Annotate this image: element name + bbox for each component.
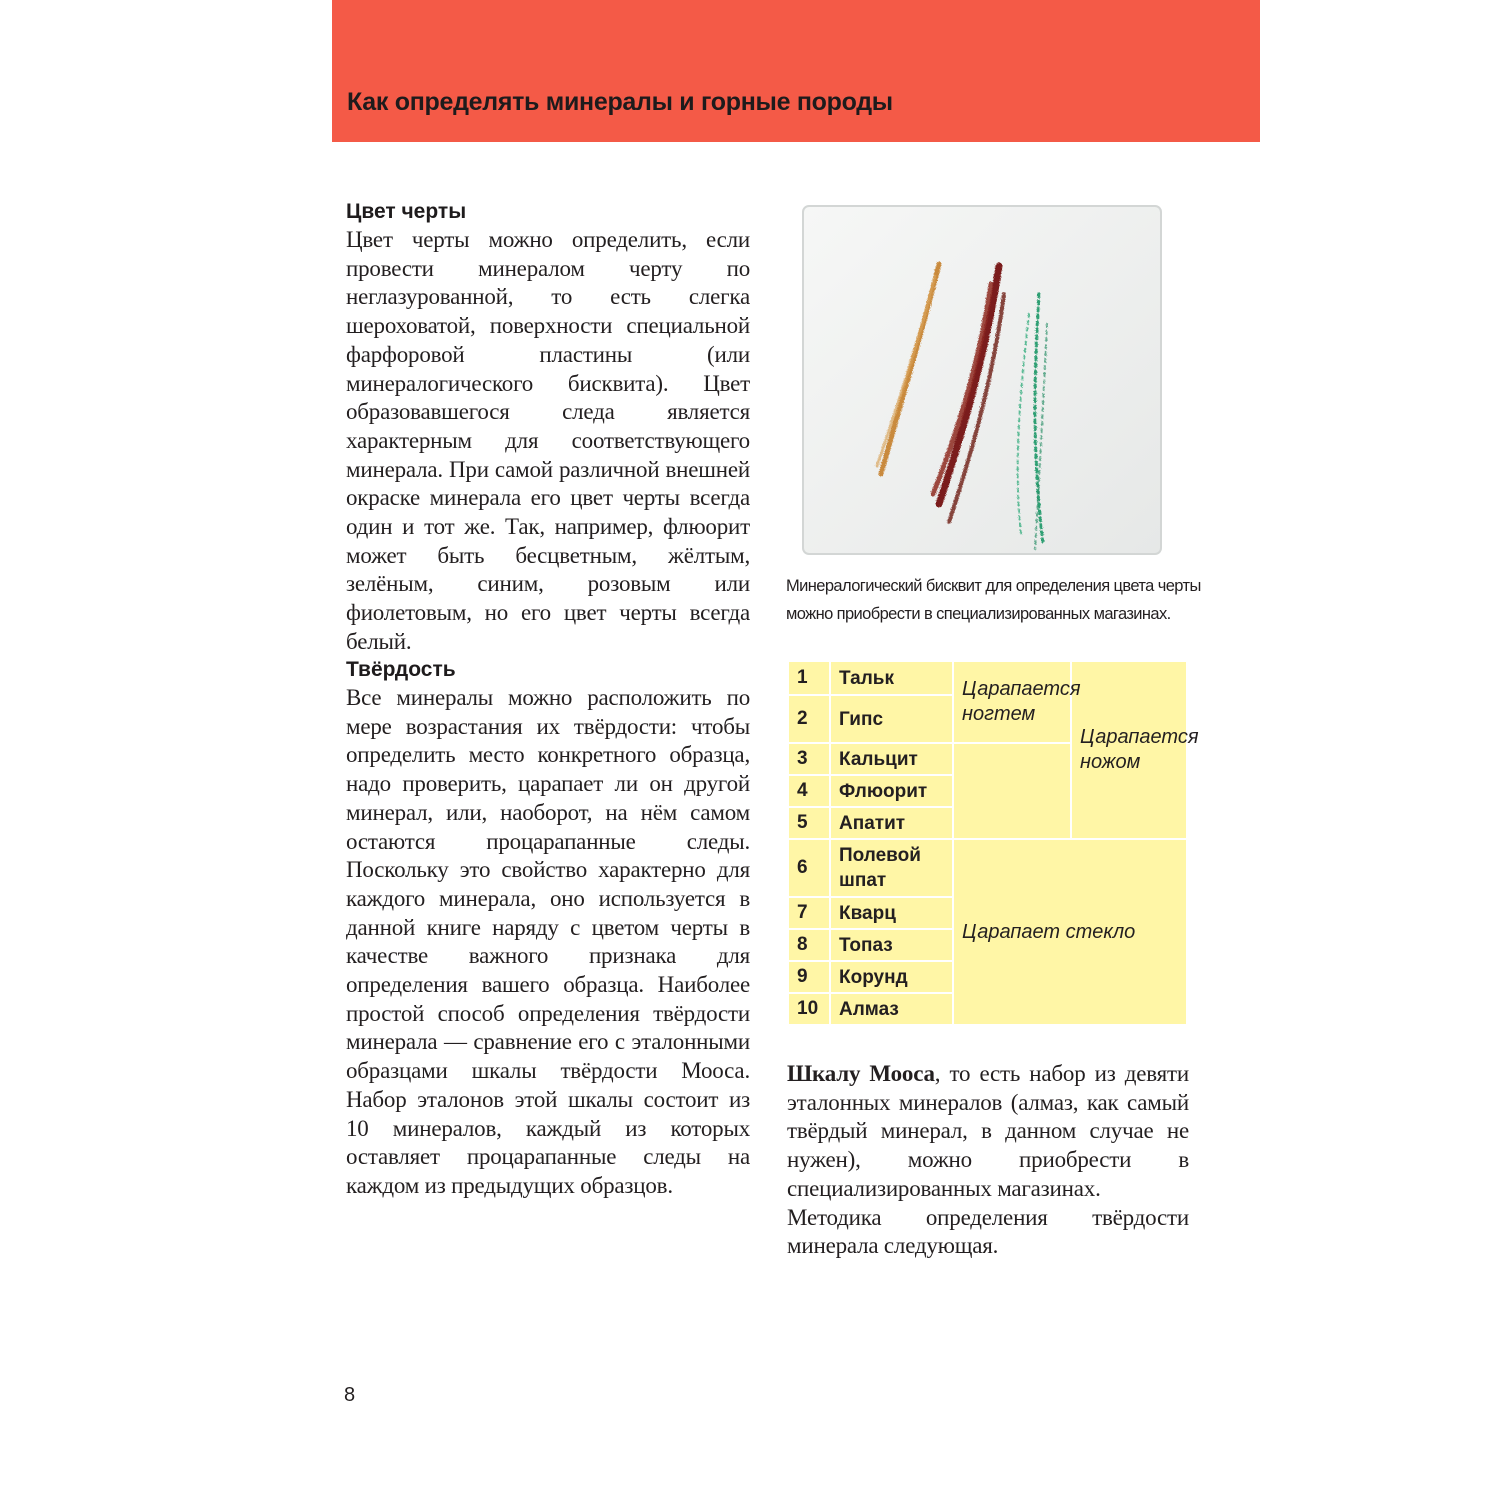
mohs-number: 6 bbox=[788, 839, 830, 897]
page-header bbox=[332, 0, 1260, 142]
hardness-text: Все минералы можно расположить по мере возрастания их твёрдости: чтобы определить место конкретного образца, надо проверить, царапает ли он другой минерал, или, наоборот, на нём самом остаются процарапанные следы. Поскольку это свойство характерно для каждого минерала, оно используется в данной книге наряду с цветом черты в качестве важного признака для определения вашего образца. Наиболее простой способ определения твёрдости минерала — сравнение его с эталонными образцами шкалы твёрдости Мооса. Набор эталонов этой шкалы состоит из 10 минералов, каждый из которых оставляет процарапанные следы на каждом из предыдущих образцов. bbox=[346, 685, 750, 1198]
streak-text: Цвет черты можно определить, если провести минералом черту по неглазурованной, то есть слегка шероховатой, поверхности специальной фарфоровой пластины (или минералогического бисквита). Цвет образовавшегося следа является характерным для соответствующего минерала. При самой различной внешней окраске минерала его цвет черты всегда один и тот же. Так, например, флюорит может быть бесцветным, жёлтым, зелёным, синим, розовым или фиолетовым, но его цвет черты всегда белый. bbox=[346, 227, 750, 654]
mohs-mineral: Корунд bbox=[830, 961, 953, 993]
mohs-number: 2 bbox=[788, 695, 830, 743]
note-nail: Царапается ногтем bbox=[953, 661, 1071, 743]
mohs-mineral: Гипс bbox=[830, 695, 953, 743]
streak-section bbox=[346, 198, 750, 657]
streak-title: Цвет черты bbox=[346, 200, 467, 223]
streak-plate-photo bbox=[799, 204, 1163, 557]
photo-caption: Минералогический бисквит для определения цвета черты можно приобрести в специализированных магазинах. bbox=[786, 577, 1201, 623]
hardness-section bbox=[346, 656, 750, 1201]
mohs-number: 4 bbox=[788, 775, 830, 807]
mohs-mineral: Тальк bbox=[830, 661, 953, 695]
header-title: Как определять минералы и горные породы bbox=[347, 88, 893, 116]
mohs-text-bold: Шкалу Мооса bbox=[787, 1061, 935, 1086]
mohs-text-section bbox=[787, 1060, 1189, 1261]
blank-cell bbox=[953, 743, 1071, 839]
table-row bbox=[788, 661, 1187, 695]
mohs-number: 9 bbox=[788, 961, 830, 993]
mohs-mineral: Кальцит bbox=[830, 743, 953, 775]
mohs-method-text: Методика определения твёрдости минерала следующая. bbox=[787, 1204, 1189, 1259]
mohs-mineral: Топаз bbox=[830, 929, 953, 961]
mohs-text-rest: , то есть набор из девяти эталонных минералов (алмаз, как самый твёрдый минерал, в данном случае не нужен), можно приобрести в специализированных магазинах. bbox=[787, 1061, 1189, 1201]
mohs-number: 1 bbox=[788, 661, 830, 695]
mohs-number: 10 bbox=[788, 993, 830, 1025]
hardness-title: Твёрдость bbox=[346, 658, 456, 681]
note-knife: Царапается ножом bbox=[1071, 661, 1187, 839]
mohs-number: 5 bbox=[788, 807, 830, 839]
note-glass: Царапает стекло bbox=[953, 839, 1187, 1025]
porcelain-plate bbox=[803, 206, 1161, 554]
table-row bbox=[788, 839, 1187, 897]
mohs-mineral: Полевой шпат bbox=[830, 839, 953, 897]
mohs-mineral: Алмаз bbox=[830, 993, 953, 1025]
mohs-number: 3 bbox=[788, 743, 830, 775]
mohs-mineral: Кварц bbox=[830, 897, 953, 929]
page-number: 8 bbox=[344, 1384, 356, 1406]
mohs-text bbox=[787, 1060, 1189, 1204]
mohs-number: 8 bbox=[788, 929, 830, 961]
mohs-mineral: Флюорит bbox=[830, 775, 953, 807]
mohs-scale-table bbox=[787, 660, 1199, 1026]
mohs-number: 7 bbox=[788, 897, 830, 929]
mohs-mineral: Апатит bbox=[830, 807, 953, 839]
